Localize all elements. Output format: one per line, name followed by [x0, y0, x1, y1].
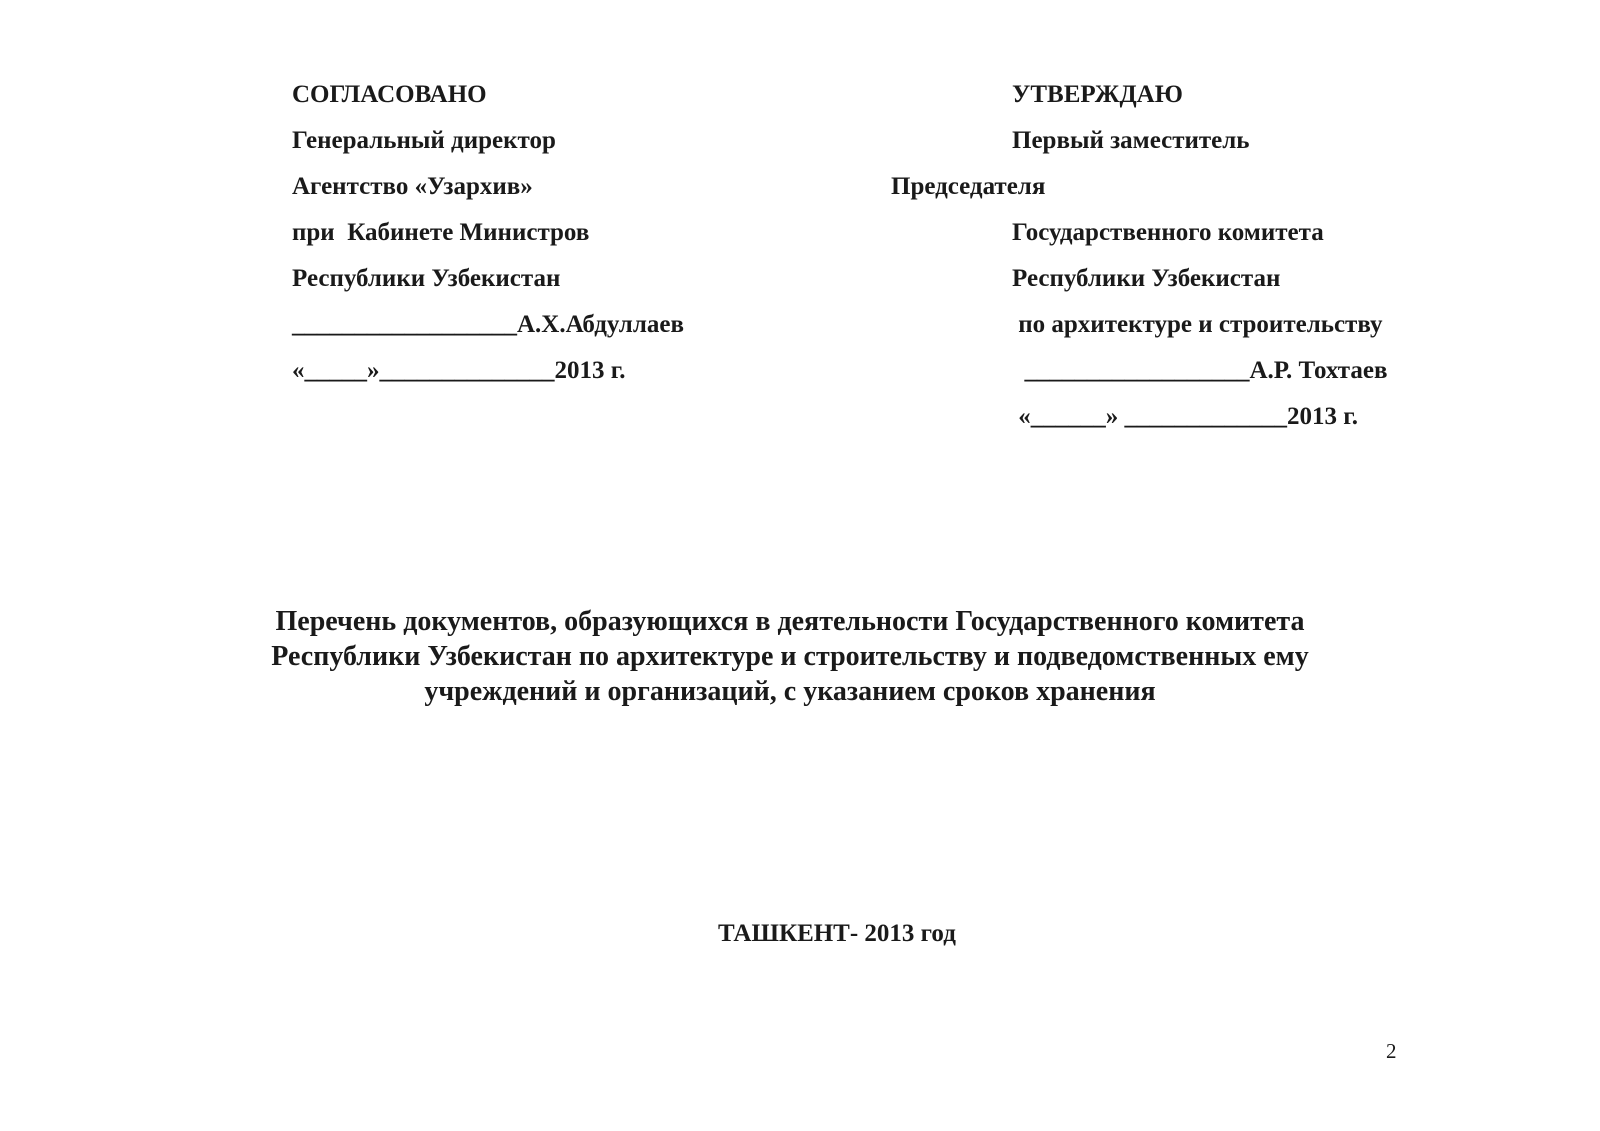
approval-right-heading: УТВЕРЖДАЮ: [1012, 81, 1183, 108]
approval-left-line: Генеральный директор: [292, 127, 556, 154]
approval-right-line: Республики Узбекистан: [1012, 265, 1281, 292]
approval-left-signature: __________________А.Х.Абдуллаев: [292, 311, 684, 338]
approval-left-line: Агентство «Узархив»: [292, 173, 533, 200]
page-number: 2: [1386, 1039, 1397, 1063]
document-title-line: Республики Узбекистан по архитектуре и строительству и подведомственных ему: [271, 641, 1309, 672]
approval-left-date: «_____»______________2013 г.: [292, 357, 626, 384]
approval-right-line: Председателя: [891, 173, 1046, 200]
approval-right-date: «______» _____________2013 г.: [1012, 403, 1359, 430]
approval-right-line: по архитектуре и строительству: [1012, 311, 1383, 338]
approval-left-heading: СОГЛАСОВАНО: [292, 81, 487, 108]
approval-left-line: Республики Узбекистан: [292, 265, 561, 292]
document-title: [160, 604, 1420, 709]
city-year: ТАШКЕНТ- 2013 год: [718, 920, 956, 947]
document-title-line: Перечень документов, образующихся в деятельности Государственного комитета: [275, 606, 1305, 637]
document-title-line: учреждений и организаций, с указанием сроков хранения: [424, 676, 1156, 707]
approval-right-line: Государственного комитета: [1012, 219, 1324, 246]
approval-right-signature: __________________А.Р. Тохтаев: [1012, 357, 1388, 384]
approval-left-line: при Кабинете Министров: [292, 219, 590, 246]
approval-right-line: Первый заместитель: [1012, 127, 1250, 154]
